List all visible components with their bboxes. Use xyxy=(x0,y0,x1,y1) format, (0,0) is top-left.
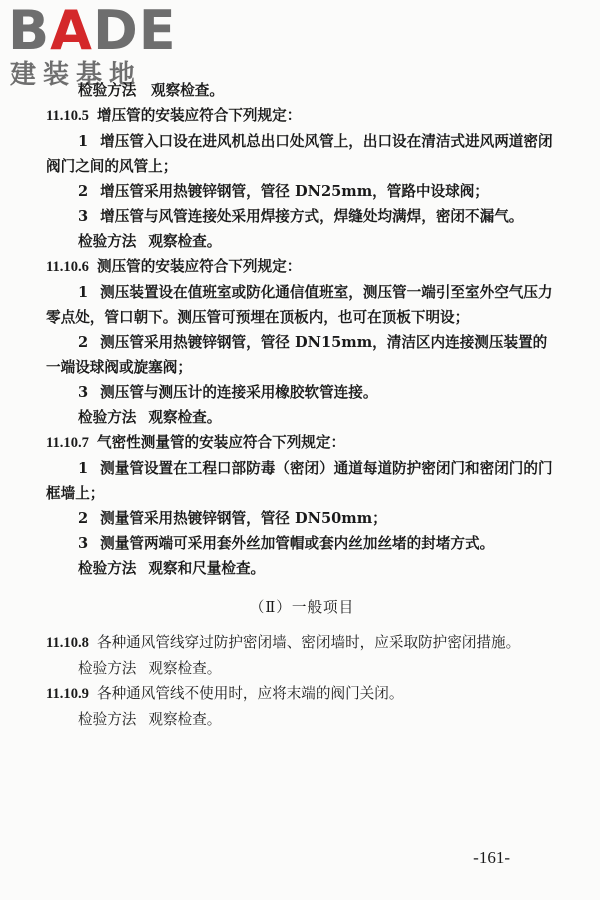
clause-number: 11.10.6 xyxy=(46,259,89,275)
clause-11-10-5-heading xyxy=(46,103,558,129)
list-item: 3 测压管与测压计的连接采用橡胶软管连接。 xyxy=(78,384,378,401)
inspection-method: 检验方法 观察检查。 xyxy=(78,711,222,728)
clause-number: 11.10.9 xyxy=(46,686,89,702)
list-item: 2 测压管采用热镀锌钢管，管径 DN15mm，清洁区内连接测压装置的一端设球阀或旋塞阀； xyxy=(46,334,548,376)
logo-subtitle: 建装基地 xyxy=(10,60,143,90)
partial-check-line: 检验方法 观察检查。 xyxy=(78,82,224,99)
clause-title: 增压管的安装应符合下列规定： xyxy=(96,107,302,124)
inspection-method: 检验方法 观察检查。 xyxy=(78,233,222,250)
page-number: -161- xyxy=(473,848,510,867)
list-item: 1 增压管入口设在进风机总出口处风管上，出口设在清洁式进风两道密闭阀门之间的风管上； xyxy=(46,133,553,175)
clause-number: 11.10.7 xyxy=(46,435,89,451)
clause-text: 各种通风管线不使用时，应将末端的阀门关闭。 xyxy=(96,685,404,702)
document-body xyxy=(46,78,558,732)
clause-11-10-9 xyxy=(46,681,558,707)
clause-11-10-8 xyxy=(46,630,558,656)
inspection-method: 检验方法 观察和尺量检查。 xyxy=(78,560,266,577)
list-item: 3 测量管两端可采用套外丝加管帽或套内丝加丝堵的封堵方式。 xyxy=(78,535,495,552)
clause-11-10-6-heading xyxy=(46,254,558,280)
clause-text: 各种通风管线穿过防护密闭墙、密闭墙时，应采取防护密闭措施。 xyxy=(96,634,521,651)
list-item: 3 增压管与风管连接处采用焊接方式，焊缝处均满焊，密闭不漏气。 xyxy=(78,208,524,225)
clause-11-10-7-heading xyxy=(46,430,558,456)
clause-number: 11.10.8 xyxy=(46,635,89,651)
list-item: 1 测压装置设在值班室或防化通信值班室，测压管一端引至室外空气压力零点处，管口朝下。测压管可预埋在顶板内，也可在顶板下明设； xyxy=(46,284,553,326)
list-item: 2 增压管采用热镀锌钢管，管径 DN25mm，管路中设球阀； xyxy=(78,183,489,200)
list-item: 1 测量管设置在工程口部防毒（密闭）通道每道防护密闭门和密闭门的门框墙上； xyxy=(46,460,553,502)
logo-wordmark: BADE xyxy=(8,0,177,62)
list-item: 2 测量管采用热镀锌钢管，管径 DN50mm； xyxy=(78,510,387,527)
clause-title: 气密性测量管的安装应符合下列规定： xyxy=(96,434,346,451)
clause-title: 测压管的安装应符合下列规定： xyxy=(96,258,302,275)
inspection-method: 检验方法 观察检查。 xyxy=(78,409,222,426)
section-title: （Ⅱ）一般项目 xyxy=(249,599,355,616)
inspection-method: 检验方法 观察检查。 xyxy=(78,660,222,677)
clause-number: 11.10.5 xyxy=(46,108,89,124)
